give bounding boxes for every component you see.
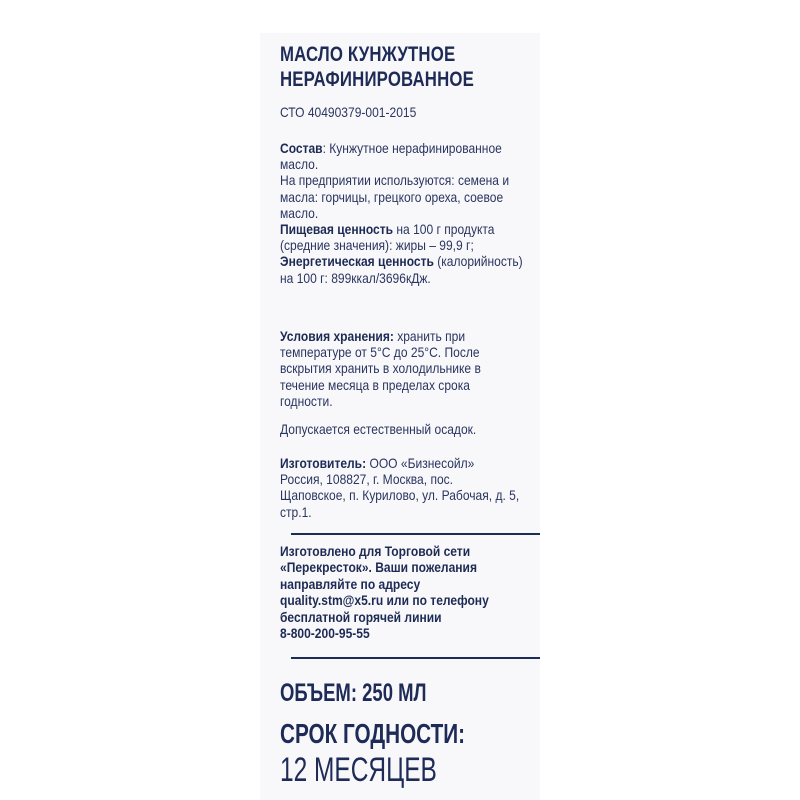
composition-line-4: масла: горчицы, грецкого ореха, соевое (280, 188, 504, 205)
storage-block (280, 328, 536, 409)
notice-line-4: quality.stm@x5.ru или по телефону (280, 592, 489, 609)
sediment-text: Допускается естественный осадок. (280, 421, 477, 437)
notice-line-2: «Перекресток». Ваши пожелания (280, 559, 477, 576)
nutrition-line-1 (280, 221, 536, 237)
manufacturer-name: ООО «Бизнесойл» (366, 455, 475, 471)
nutrition-text: на 100 г продукта (393, 221, 495, 238)
storage-label: Условия хранения: (280, 328, 394, 344)
manufacturer-label: Изготовитель: (280, 455, 367, 471)
energy-line-1 (280, 253, 536, 269)
storage-line-2: температуре от 5°С до 25°С. После (280, 344, 480, 361)
notice-line-1: Изготовлено для Торговой сети (280, 543, 471, 559)
product-title (280, 42, 536, 92)
label-content (280, 33, 536, 789)
energy-text: (калорийность) (433, 253, 523, 270)
shelf-life-title: СРОК ГОДНОСТИ: (280, 718, 466, 749)
energy-label: Энергетическая ценность (280, 253, 434, 270)
manufacturer-line-3: Щаповское, п. Курилово, ул. Рабочая, д. 5, (280, 487, 520, 504)
storage-line-5: годности. (280, 392, 333, 409)
composition-line-1 (280, 140, 536, 156)
storage-line-4: течение месяца в пределах срока (280, 376, 470, 393)
manufacturer-line-4: стр.1. (280, 503, 312, 520)
product-title-line-2: НЕРАФИНИРОВАННОЕ (280, 68, 474, 91)
composition-label: Состав (280, 140, 323, 156)
shelf-life-value: 12 МЕСЯЦЕВ (280, 751, 437, 789)
manufacturer-line-1 (280, 455, 536, 471)
section-divider (291, 533, 540, 535)
energy-line-2: на 100 г: 899ккал/3696кДж. (280, 269, 431, 286)
composition-text: : Кунжутное нерафинированное (322, 140, 502, 156)
storage-text: хранить при (393, 328, 466, 344)
volume-text: ОБЪЕМ: 250 МЛ (280, 679, 427, 707)
storage-line-3: вскрытия хранить в холодильнике в (280, 360, 481, 377)
composition-line-5: масло. (280, 204, 319, 221)
standard-code: СТО 40490379-001-2015 (280, 104, 417, 120)
product-label-panel (260, 33, 540, 800)
nutrition-line-2: (средние значения): жиры – 99,9 г; (280, 237, 474, 254)
section-divider (291, 657, 540, 659)
sediment-note (280, 421, 536, 437)
manufacturer-line-2: Россия, 108827, г. Москва, пос. (280, 471, 454, 488)
composition-line-2: масло. (280, 156, 319, 173)
composition-block (280, 140, 536, 286)
product-title-line-1: МАСЛО КУНЖУТНОЕ (280, 43, 456, 66)
nutrition-label: Пищевая ценность (280, 221, 394, 238)
retailer-notice (280, 543, 536, 641)
notice-line-5: бесплатной горячей линии (280, 608, 442, 625)
storage-line-1 (280, 328, 536, 344)
composition-line-3: На предприятии используются: семена и (280, 172, 510, 189)
notice-line-3: направляйте по адресу (280, 575, 421, 592)
hotline-phone: 8-800-200-95-55 (280, 625, 370, 642)
manufacturer-block (280, 455, 536, 520)
